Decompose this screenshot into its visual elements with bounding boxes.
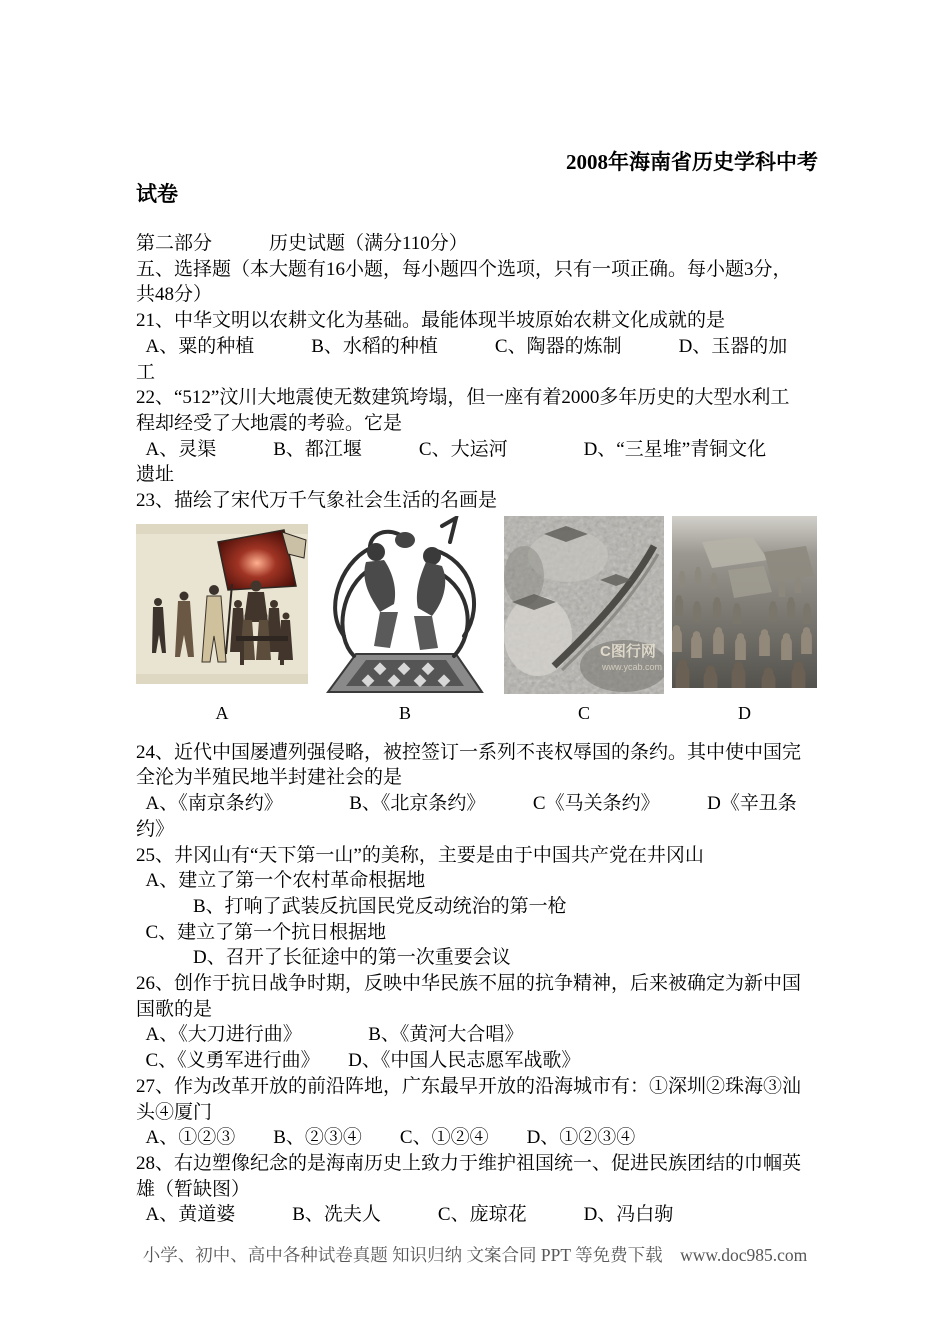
question-26-options-line-2: C、《义勇军进行曲》 D、《中国人民志愿军战歌》: [136, 1050, 581, 1072]
question-25-option-d: D、召开了长征途中的第一次重要会议: [136, 947, 511, 969]
question-23-figure-row: [136, 516, 818, 700]
figure-option-d: [672, 516, 817, 688]
figure-option-c: [504, 516, 664, 694]
question-26-stem-line-1: 26、创作于抗日战争时期，反映中华民族不屈的抗争精神，后来被确定为新中国: [136, 973, 802, 995]
question-24-options-line-2: 约》: [136, 818, 175, 840]
question-27-stem-line-2: 头④厦门: [136, 1101, 213, 1123]
question-28-stem-line-1: 28、右边塑像纪念的是海南历史上致力于维护祖国统一、促进民族团结的巾帼英: [136, 1152, 802, 1174]
question-24-stem-line-2: 全沦为半殖民地半封建社会的是: [136, 767, 403, 789]
document-content: [136, 146, 818, 1228]
question-26-options-line-1: A、《大刀进行曲》 B、《黄河大合唱》: [136, 1024, 524, 1046]
ancient-court-painting-image: [136, 524, 308, 684]
qingming-scroll-bridge-image: [504, 516, 664, 694]
image-watermark-logo: C图行网: [600, 642, 656, 660]
figure-label-a: A: [215, 702, 229, 723]
section-intro-line-2: 共48分）: [136, 284, 213, 306]
question-22-stem-line-2: 程却经受了大地震的考验。它是: [136, 412, 403, 434]
question-22-options-line-2: 遗址: [136, 464, 175, 486]
exam-title-line-2: 试卷: [136, 182, 178, 206]
question-21-options-line-2: 工: [136, 361, 156, 383]
question-22-options-line-1: A、灵渠 B、都江堰 C、大运河 D、“三星堆”青铜文化: [136, 438, 767, 460]
figure-label-d: D: [738, 702, 751, 723]
question-23-stem: 23、描绘了宋代万千气象社会生活的名画是: [136, 490, 498, 512]
figure-option-a: [136, 524, 308, 684]
question-25-stem: 25、井冈山有“天下第一山”的美称，主要是由于中国共产党在井冈山: [136, 844, 704, 866]
question-24-stem-line-1: 24、近代中国屡遭列强侵略，被控签订一系列不丧权辱国的条约。其中使中国完: [136, 741, 802, 763]
dunhuang-dancers-mural-image: [314, 516, 496, 698]
question-25-option-b: B、打响了武装反抗国民党反动统治的第一枪: [136, 895, 567, 917]
question-21-options-line-1: A、粟的种植 B、水稻的种植 C、陶器的炼制 D、玉器的加: [136, 335, 788, 357]
question-24-options-line-1: A、《南京条约》 B、《北京条约》 C《马关条约》 D《辛丑条: [136, 793, 797, 815]
figure-label-b: B: [398, 702, 411, 723]
exam-title-line-1: 2008年海南省历史学科中考: [566, 150, 818, 174]
question-27-options-line-1: A、①②③ B、②③④ C、①②④ D、①②③④: [136, 1127, 636, 1149]
image-watermark-url: www.ycab.com: [602, 661, 663, 672]
question-22-stem-line-1: 22、“512”汶川大地震使无数建筑垮塌，但一座有着2000多年历史的大型水利工: [136, 387, 790, 409]
part-heading: 第二部分 历史试题（满分110分）: [136, 233, 468, 254]
site-footer-text: 小学、初中、高中各种试卷真题 知识归纳 文案合同 PPT 等免费下载 www.doc985.com: [142, 1245, 808, 1265]
question-25-option-a: A、建立了第一个农村革命根据地: [136, 870, 426, 892]
question-28-stem-line-2: 雄（暂缺图）: [136, 1178, 251, 1200]
question-26-stem-line-2: 国歌的是: [136, 998, 213, 1020]
figure-label-row: [136, 700, 818, 726]
question-27-stem-line-1: 27、作为改革开放的前沿阵地，广东最早开放的沿海城市有：①深圳②珠海③汕: [136, 1075, 802, 1097]
figure-option-b: [314, 516, 496, 698]
question-25-option-c: C、建立了第一个抗日根据地: [136, 921, 387, 943]
terracotta-army-image: [672, 516, 817, 688]
section-intro-line-1: 五、选择题（本大题有16小题，每小题四个选项，只有一项正确。每小题3分，: [136, 258, 792, 280]
figure-label-c: C: [577, 702, 590, 723]
question-28-options-line-1: A、黄道婆 B、冼夫人 C、庞琼花 D、冯白驹: [136, 1204, 674, 1226]
question-21-stem: 21、中华文明以农耕文化为基础。最能体现半坡原始农耕文化成就的是: [136, 310, 726, 332]
